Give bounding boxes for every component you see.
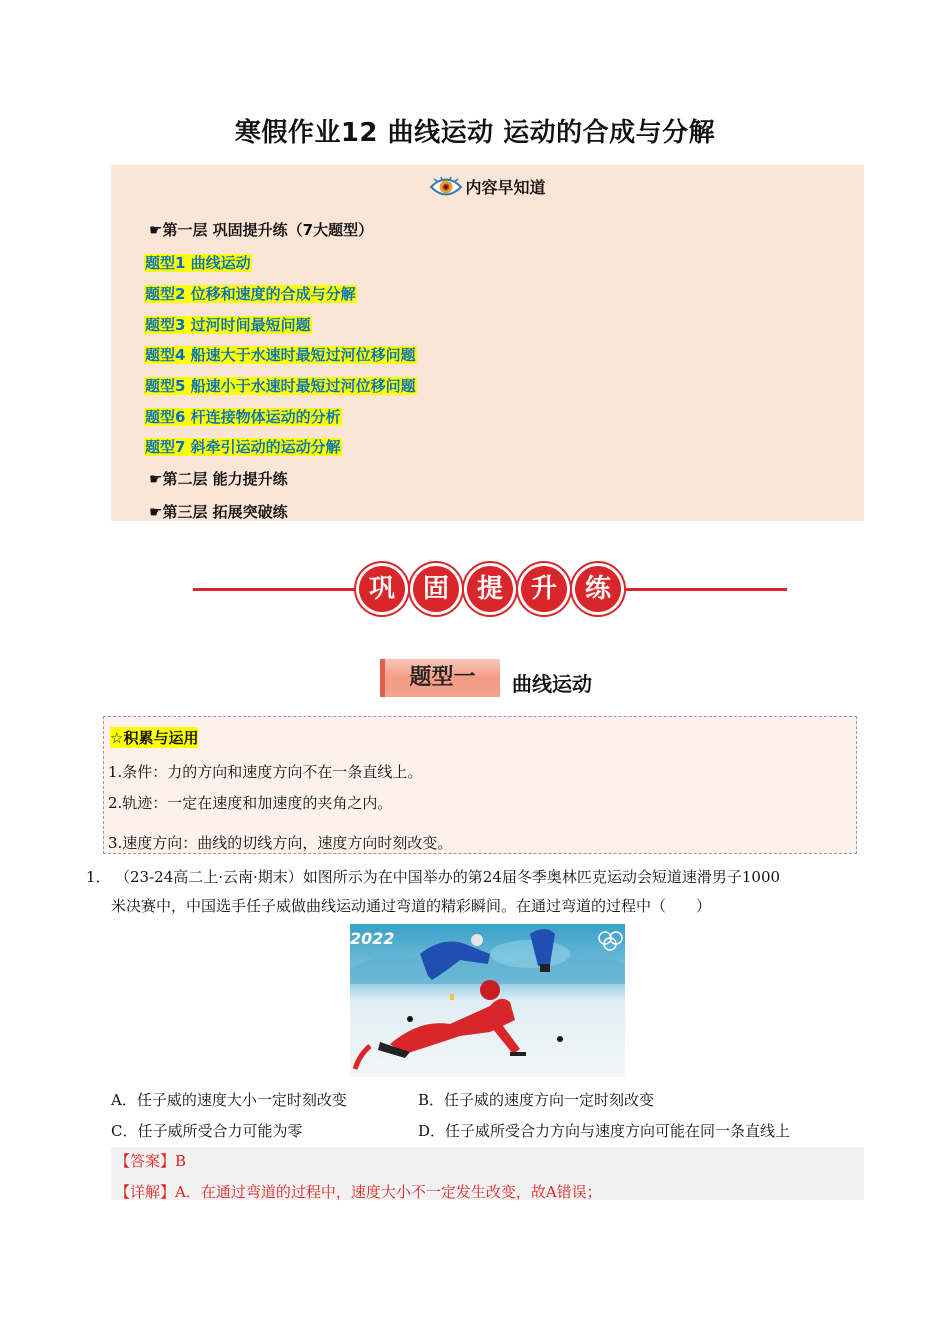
answer-box (111, 1147, 864, 1200)
answer-text: 【答案】B (115, 1152, 187, 1170)
option-b[interactable]: B．任子威的速度方向一定时刻改变 (418, 1091, 655, 1109)
toc-layer-1[interactable]: ☛第一层 巩固提升练（7大题型） (149, 221, 374, 239)
banner-line-right (619, 588, 787, 591)
toc-topic-6[interactable]: 题型6 杆连接物体运动的分析 (145, 408, 341, 426)
banner-char-2: 固 (413, 566, 459, 612)
tip-item-3: 3.速度方向：曲线的切线方向，速度方向时刻改变。 (108, 834, 453, 852)
toc-layer-2[interactable]: ☛第二层 能力提升练 (149, 470, 288, 488)
question-number: 1． (86, 868, 111, 886)
section-tag: 题型一 (380, 659, 500, 697)
question-stem-line-2: 米决赛中，中国选手任子威做曲线运动通过弯道的精彩瞬间。在通过弯道的过程中（ ） (111, 897, 712, 915)
speed-skating-photo (350, 924, 625, 1077)
tip-item-2: 2.轨迹：一定在速度和加速度的夹角之内。 (108, 794, 393, 812)
toc-layer-3[interactable]: ☛第三层 拓展突破练 (149, 503, 288, 521)
consolidation-banner (193, 562, 787, 618)
option-c[interactable]: C．任子威所受合力可能为零 (111, 1122, 303, 1140)
contents-header (111, 175, 864, 202)
eye-icon (429, 176, 463, 202)
toc-topic-2[interactable]: 题型2 位移和速度的合成与分解 (145, 285, 356, 303)
detail-text: 【详解】A．在通过弯道的过程中，速度大小不一定发生改变，故A错误； (115, 1183, 602, 1201)
svg-text:2022: 2022 (350, 929, 395, 948)
banner-char-1: 巩 (359, 566, 405, 612)
banner-char-3: 提 (467, 566, 513, 612)
contents-header-label: 内容早知道 (465, 178, 546, 197)
section-title: 曲线运动 (512, 672, 592, 696)
document-title: 寒假作业12 曲线运动 运动的合成与分解 (234, 118, 716, 148)
banner-line-left (193, 588, 363, 591)
banner-char-5: 练 (575, 566, 621, 612)
tips-box (103, 716, 857, 854)
question-stem-line-1: （23-24高二上·云南·期末）如图所示为在中国举办的第24届冬季奥林匹克运动会短道速滑男子1000 (115, 868, 781, 886)
toc-topic-5[interactable]: 题型5 船速小于水速时最短过河位移问题 (145, 377, 416, 395)
toc-topic-4[interactable]: 题型4 船速大于水速时最短过河位移问题 (145, 346, 416, 364)
toc-topic-1[interactable]: 题型1 曲线运动 (145, 254, 251, 272)
option-a[interactable]: A．任子威的速度大小一定时刻改变 (111, 1091, 347, 1109)
tips-title: ☆积累与运用 (110, 729, 199, 747)
toc-topic-7[interactable]: 题型7 斜牵引运动的运动分解 (145, 438, 341, 456)
toc-topic-3[interactable]: 题型3 过河时间最短问题 (145, 316, 311, 334)
banner-char-4: 升 (521, 566, 567, 612)
option-d[interactable]: D．任子威所受合力方向与速度方向可能在同一条直线上 (418, 1122, 791, 1140)
tip-item-1: 1.条件：力的方向和速度方向不在一条直线上。 (108, 763, 423, 781)
contents-overview-box (111, 165, 864, 521)
